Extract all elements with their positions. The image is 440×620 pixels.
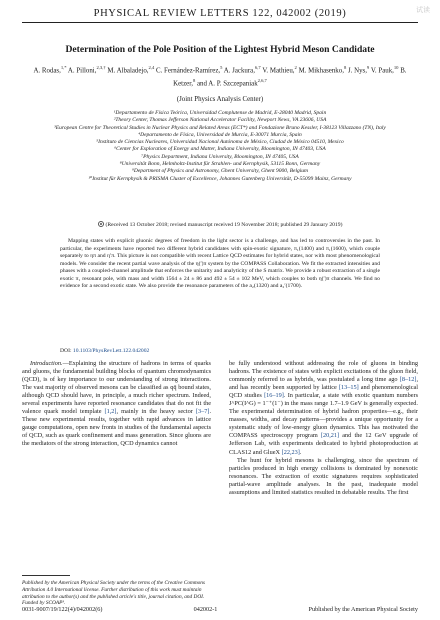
body-text: and the 12 GeV upgrade of Jefferson Lab, with experiments dedicated to hybrid photoproduction at CLAS12 and GlueX xyxy=(229,432,418,456)
author-affiliation-mark: 8 xyxy=(343,65,347,70)
author-name: A. Rodas, xyxy=(33,67,61,75)
author-name: A. Pilloni, xyxy=(67,67,97,75)
affiliation-line: ⁵Instituto de Ciencias Nucleares, Universidad Nacional Autónoma de México, Ciudad de México 04510, Mexico xyxy=(96,139,344,146)
affiliation-line: ⁷Physics Department, Indiana University, Bloomington, IN 47405, USA xyxy=(141,153,299,160)
affiliation-line: ⁸Universität Bonn, Helmholtz-Institut für Strahlen- und Kernphysik, 53115 Bonn, Germany xyxy=(119,161,321,168)
doi-label: DOI: xyxy=(60,348,72,354)
author-affiliation-mark: 2,4 xyxy=(148,65,155,70)
body-text: . In particular, a state with exotic quantum numbers J^PC(I^G) = 1⁻⁺(1⁻) in the mass range 1.7–1.9 GeV is generally expected. The experimental determination of hybrid hadron properties—e.g., their masses, widths, and decay patterns—provides a unique opportunity for a systematic study of low-energy gluon dynamics. This has motivated the COMPASS spectroscopy program xyxy=(229,392,419,440)
body-column-left xyxy=(22,360,211,449)
body-text: —Explaining the structure of hadrons in terms of quarks and gluons, the fundamental building blocks of quantum chromodynamics (QCD), is of key importance to our understanding of strong interactions. The vast majority of observed mesons can be classified as qq̄ bound states, although QCD should have, in principle, a much richer spectrum. Indeed, several experiments have reported resonance candidates that do not fit the valence quark model template xyxy=(22,360,211,416)
hybrid-paragraph xyxy=(229,360,418,457)
author-affiliation-mark: 8 xyxy=(192,77,196,83)
doi-line xyxy=(60,348,149,354)
abstract: Mapping states with explicit gluonic degrees of freedom in the light sector is a challenge, and has led to controversies in the past. In particular, the experiments have reported two different hybrid candidates with spin-exotic signature, π₁(1400) and π₁(1600), which couple separately to ηπ and η′π. This picture is not compatible with recent Lattice QCD estimates for hybrid states, nor with most phenomenological models. We consider the recent partial wave analysis of the η(′)π system by the COMPASS Collaboration. We fit the extracted intensities and phases with a coupled-channel amplitude that enforces the unitarity and analyticity of the S matrix. We provide a robust extraction of a single exotic π₁ resonant pole, with mass and width 1564 ± 24 ± 86 and 492 ± 54 ± 102 MeV, which couples to both η(′)π channels. We find no evidence for a second exotic state. We also provide the resonance parameters of the a₂(1320) and a₂′(1700). xyxy=(60,238,380,290)
body-text: and phenomenological QCD studies xyxy=(229,384,418,400)
page-number: 042002-1 xyxy=(193,606,218,613)
author-affiliation-mark: 10 xyxy=(393,65,399,70)
history-icon xyxy=(98,221,104,227)
citation-link[interactable]: [1,2] xyxy=(104,408,117,416)
body-text: . These new experimental results, together with rapid advances in lattice gauge computations, open new fronts in studies of the fundamental aspects of QCD, such as quark confinement and mass generation. Since gluons are the mediators of the strong interaction, QCD dynamics cannot xyxy=(22,408,212,448)
affiliations xyxy=(26,110,414,183)
affiliation-line: ⁶Center for Exploration of Energy and Matter, Indiana University, Bloomington, IN 47403, USA xyxy=(114,146,326,153)
collaboration: (Joint Physics Analysis Center) xyxy=(176,96,264,103)
running-header: PHYSICAL REVIEW LETTERS 122, 042002 (2019) xyxy=(22,8,418,23)
citation-link[interactable]: [16–19] xyxy=(264,392,284,400)
author-name: C. Fernández-Ramírez, xyxy=(156,67,221,75)
received-text: (Received 13 October 2018; revised manuscript received 19 November 2018; published 29 January 2019) xyxy=(105,222,343,228)
citation-link[interactable]: [22,23] xyxy=(281,448,300,456)
affiliation-line: ⁴Departamento de Física, Universidad de Murcia, E-30071 Murcia, Spain xyxy=(138,131,302,138)
author-affiliation-mark: 2 xyxy=(294,65,297,70)
author-name: V. Pauk, xyxy=(370,67,394,75)
author-affiliation-mark: 5 xyxy=(220,65,223,70)
watermark: 试读 xyxy=(416,6,430,14)
intro-paragraph xyxy=(22,360,211,449)
affiliation-line: ¹⁰Institut für Kernphysik & PRISMA Cluster of Excellence, Johannes Gutenberg Universität, D-55099 Mainz, Germany xyxy=(88,175,352,182)
author-name: J. Nys, xyxy=(347,67,367,75)
license-footnote: Published by the American Physical Society under the terms of the Creative Commons Attribution 4.0 International license. Further distribution of this work must maintain attribution to the author(s) and the published article's title, journal citation, and DOI. Funded by SCOAP³. xyxy=(22,580,205,607)
body-text: be fully understood without addressing the role of gluons in binding hadrons. The existence of states with explicit excitations of the gluon field, commonly referred to as hybrids, was postulated a long time ago xyxy=(229,360,418,384)
body-column-right xyxy=(229,360,418,497)
author-name: V. Mathieu, xyxy=(262,67,295,75)
author-name: M. Albaladejo, xyxy=(107,67,149,75)
author-affiliation-mark: 6,7 xyxy=(254,65,261,70)
author-affiliation-mark: 9 xyxy=(366,65,370,70)
author-name: and A. P. Szczepaniak xyxy=(196,80,258,88)
body-text: , and has recently been supported by lattice xyxy=(229,376,418,392)
hunt-paragraph: The hunt for hybrid mesons is challenging, since the spectrum of particles produced in high energy collisions is dominated by nonexotic resonances. The extraction of exotic signatures requires sophisticated partial-wave amplitude analyses. In the past, inadequate model assumptions and limited statistics resulted in debatable results. The first xyxy=(229,456,418,496)
author-affiliation-mark: 2,6,7 xyxy=(257,77,267,83)
author-name: A. Jackura, xyxy=(223,67,255,75)
citation-link[interactable]: [3–7] xyxy=(195,408,210,416)
author-name: B. Ketzer, xyxy=(173,67,407,88)
affiliation-line: ¹Departamento de Física Teórica, Universidad Complutense de Madrid, E-28040 Madrid, Spain xyxy=(113,110,327,116)
body-text: . xyxy=(299,448,302,456)
footnote-divider xyxy=(22,575,70,576)
paper-title: Determination of the Pole Position of the Lightest Hybrid Meson Candidate xyxy=(65,44,375,55)
author-affiliation-mark: 1,* xyxy=(60,65,67,70)
citation-link[interactable]: [20,21] xyxy=(320,432,340,440)
affiliation-line: ⁹Department of Physics and Astronomy, Ghent University, Ghent 9000, Belgium xyxy=(131,168,309,175)
footer-publisher: Published by the American Physical Society xyxy=(308,606,418,613)
section-lead: Introduction. xyxy=(30,360,63,367)
page-footer xyxy=(22,606,418,613)
footer-issn: 0031-9007/19/122(4)/042002(6) xyxy=(22,606,103,613)
doi-link[interactable]: 10.1103/PhysRevLett.122.042002 xyxy=(72,348,150,354)
body-text: , mainly in the heavy sector xyxy=(116,408,196,416)
received-dates xyxy=(22,221,418,228)
author-list xyxy=(30,63,410,89)
author-affiliation-mark: 2,3,† xyxy=(96,65,106,70)
citation-link[interactable]: [13–15] xyxy=(338,384,359,392)
citation-link[interactable]: [8–12] xyxy=(399,376,417,384)
affiliation-line: ²Theory Center, Thomas Jefferson National Accelerator Facility, Newport News, VA 23606, USA xyxy=(113,117,327,124)
author-name: M. Mikhasenko, xyxy=(298,67,344,75)
affiliation-line: ³European Centre for Theoretical Studies in Nuclear Physics and Related Areas (ECT*) and Fondazione Bruno Kessler, I-38123 Villazzano (TN), Italy xyxy=(54,124,386,131)
